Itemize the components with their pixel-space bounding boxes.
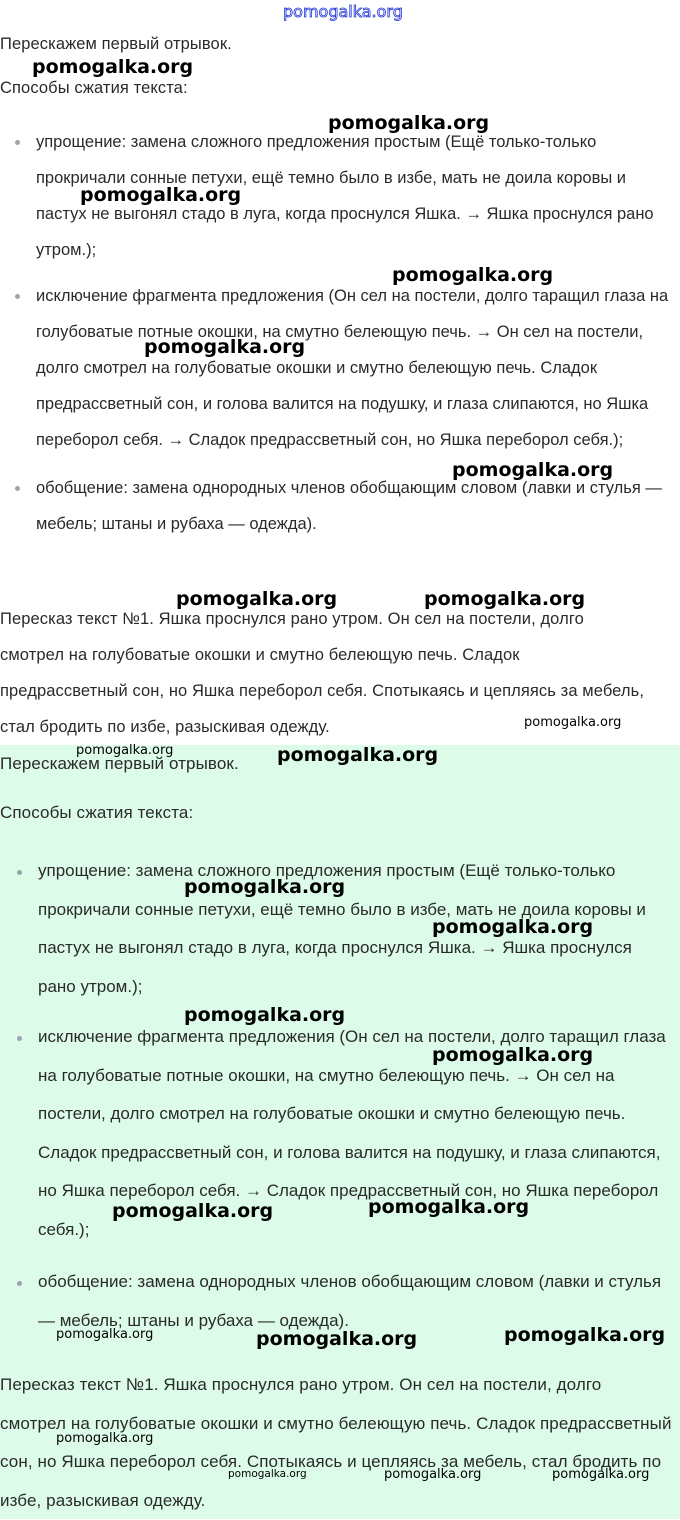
retelling-text: Пересказ текст №1. Яшка проснулся рано утром. Он сел на постели, долго смотрел на голубоватые окошки и смутно белеющую печь. Сладок предрассветный сон, но Яшка переборол себя. Спотыкаясь и цепляясь за мебель, стал бродить по избе, разыскивая одежду.	[0, 610, 645, 736]
list-item-text: исключение фрагмента предложения (Он сел на постели, долго таращил глаза на голубоватые потные окошки, на смутно белеющую печь. → Он сел на постели, долго смотрел на голубоватые окошки и смутно белеющую печь. Сладок предрассветный сон, и голова валится на подушку, и глаза слипаются, но Яшка переборол себя. → Сладок предрассветный сон, но Яшка переборол себя.);	[38, 1027, 666, 1239]
watermark: pomogalka.org	[228, 1468, 307, 1480]
list-item-text: обобщение: замена однородных членов обобщающим словом (лавки и стулья — мебель; штаны и рубаха — одежда).	[38, 1272, 662, 1330]
list-item	[0, 278, 672, 458]
intro-text: Перескажем первый отрывок.	[0, 754, 239, 773]
bullet-dot-icon	[15, 140, 20, 145]
watermark: pomogalka.org	[424, 588, 586, 610]
list-item-text: исключение фрагмента предложения (Он сел на постели, долго таращил глаза на голубоватые потные окошки, на смутно белеющую печь. → Он сел на постели, долго смотрел на голубоватые окошки и смутно белеющую печь. Сладок предрассветный сон, и голова валится на подушку, и глаза слипаются, но Яшка переборол себя. → Сладок предрассветный сон, но Яшка переборол себя.);	[36, 287, 669, 449]
watermark: pomogalka.org	[432, 1044, 594, 1066]
watermark: pomogalka.org	[328, 112, 490, 134]
watermark: pomogalka.org	[56, 1327, 154, 1342]
bullet-dot-icon	[15, 294, 20, 299]
intro-text: Перескажем первый отрывок.	[0, 35, 232, 53]
watermark: pomogalka.org	[256, 1328, 418, 1350]
watermark: pomogalka.org	[504, 1324, 666, 1346]
methods-title: Способы сжатия текста:	[0, 79, 188, 97]
bullet-dot-icon	[17, 870, 22, 875]
bullet-dot-icon	[17, 1281, 22, 1286]
watermark: pomogalka.org	[552, 1467, 650, 1482]
watermark: pomogalka.org	[144, 336, 306, 358]
watermark: pomogalka.org	[80, 184, 242, 206]
list-item-text: упрощение: замена сложного предложения простым (Ещё только-только прокричали сонные петухи, ещё темно было в избе, мать не доила коровы и пастух не выгонял стадо в луга, когда проснулся Яшка. → Яшка проснулся рано утром.);	[36, 133, 654, 259]
watermark: pomogalka.org	[432, 916, 594, 938]
retelling-text: Пересказ текст №1. Яшка проснулся рано утром. Он сел на постели, долго смотрел на голубоватые окошки и смутно белеющую печь. Сладок предрассветный сон, но Яшка переборол себя. Спотыкаясь и цепляясь за мебель, стал бродить по избе, разыскивая одежду.	[0, 1375, 672, 1510]
answer-section-highlighted	[0, 745, 680, 1519]
methods-title: Способы сжатия текста:	[0, 803, 194, 822]
watermark: pomogalka.org	[384, 1467, 482, 1482]
watermark: pomogalka.org	[176, 588, 338, 610]
watermark: pomogalka.org	[368, 1196, 530, 1218]
watermark: pomogalka.org	[452, 459, 614, 481]
bullet-dot-icon	[15, 486, 20, 491]
watermark: pomogalka.org	[392, 264, 554, 286]
watermark: pomogalka.org	[524, 715, 622, 730]
bullet-dot-icon	[17, 1036, 22, 1041]
watermark-logo: pomogalka.org	[283, 2, 403, 21]
watermark: pomogalka.org	[32, 56, 194, 78]
watermark: pomogalka.org	[277, 744, 439, 766]
list-item-text: обобщение: замена однородных членов обобщающим словом (лавки и стулья — мебель; штаны и рубаха — одежда).	[36, 479, 662, 533]
watermark: pomogalka.org	[56, 1431, 154, 1446]
list-item-text: упрощение: замена сложного предложения простым (Ещё только-только прокричали сонные петухи, ещё темно было в избе, мать не доила коровы и пастух не выгонял стадо в луга, когда проснулся Яшка. → Яшка проснулся рано утром.);	[38, 861, 646, 996]
watermark: pomogalka.org	[184, 1004, 346, 1026]
watermark: pomogalka.org	[184, 876, 346, 898]
watermark: pomogalka.org	[76, 743, 174, 758]
watermark: pomogalka.org	[112, 1200, 274, 1222]
